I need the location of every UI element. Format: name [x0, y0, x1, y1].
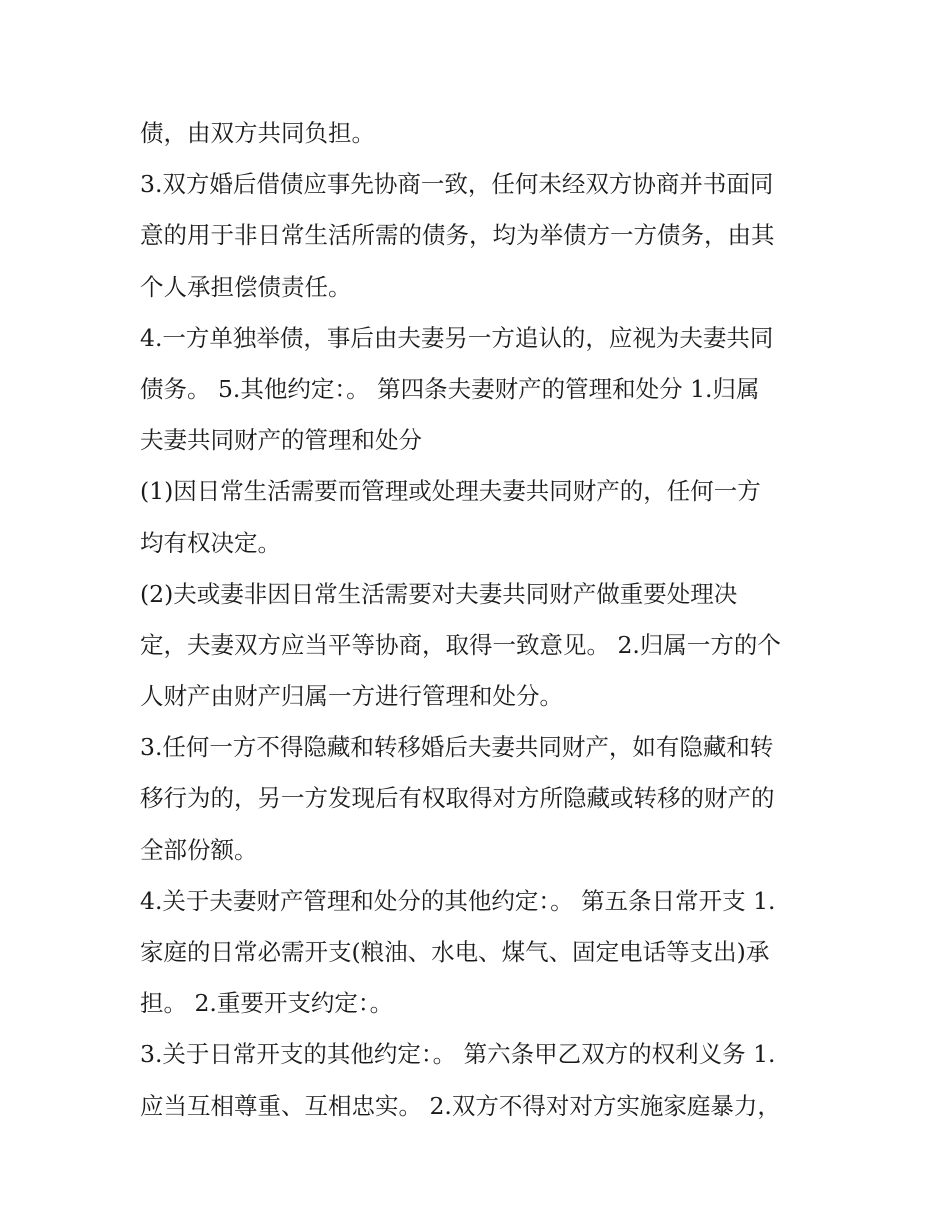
- text-line: 债，由双方共同负担。: [140, 119, 375, 147]
- text-line: 夫妻共同财产的管理和处分: [140, 426, 422, 455]
- text-line: (1)因日常生活需要而管理或处理夫妻共同财产的，任何一方: [140, 477, 761, 506]
- text-line: 意的用于非日常生活所需的债务，均为举债方一方债务，由其: [140, 221, 775, 250]
- text-line: 4.一方单独举债，事后由夫妻另一方追认的，应视为夫妻共同: [140, 323, 774, 352]
- text-line: 家庭的日常必需开支(粮油、水电、煤气、固定电话等支出)承: [140, 938, 770, 966]
- text-line: 人财产由财产归属一方进行管理和处分。: [140, 682, 563, 711]
- text-line: 担。 2.重要开支约定：。: [140, 989, 394, 1018]
- text-line: 均有权决定。: [140, 528, 281, 557]
- text-line: 全部份额。: [140, 835, 258, 864]
- text-line: 3.任何一方不得隐藏和转移婚后夫妻共同财产，如有隐藏和转: [140, 733, 774, 762]
- text-line: 个人承担偿债责任。: [140, 272, 352, 301]
- text-line: 3.双方婚后借债应事先协商一致，任何未经双方协商并书面同: [140, 170, 774, 199]
- text-line: 债务。 5.其他约定：。 第四条夫妻财产的管理和处分 1.归属: [140, 374, 760, 403]
- text-line: 应当互相尊重、互相忠实。 2.双方不得对对方实施家庭暴力，: [140, 1091, 781, 1120]
- text-line: 移行为的，另一方发现后有权取得对方所隐藏或转移的财产的: [140, 784, 775, 813]
- document-body: [140, 108, 820, 1132]
- text-line: 定，夫妻双方应当平等协商，取得一致意见。 2.归属一方的个: [140, 630, 781, 659]
- text-line: 3.关于日常开支的其他约定：。 第六条甲乙双方的权利义务 1.: [140, 1040, 776, 1069]
- text-line: (2)夫或妻非因日常生活需要对夫妻共同财产做重要处理决: [140, 579, 738, 608]
- text-line: 4.关于夫妻财产管理和处分的其他约定：。 第五条日常开支 1.: [140, 886, 776, 915]
